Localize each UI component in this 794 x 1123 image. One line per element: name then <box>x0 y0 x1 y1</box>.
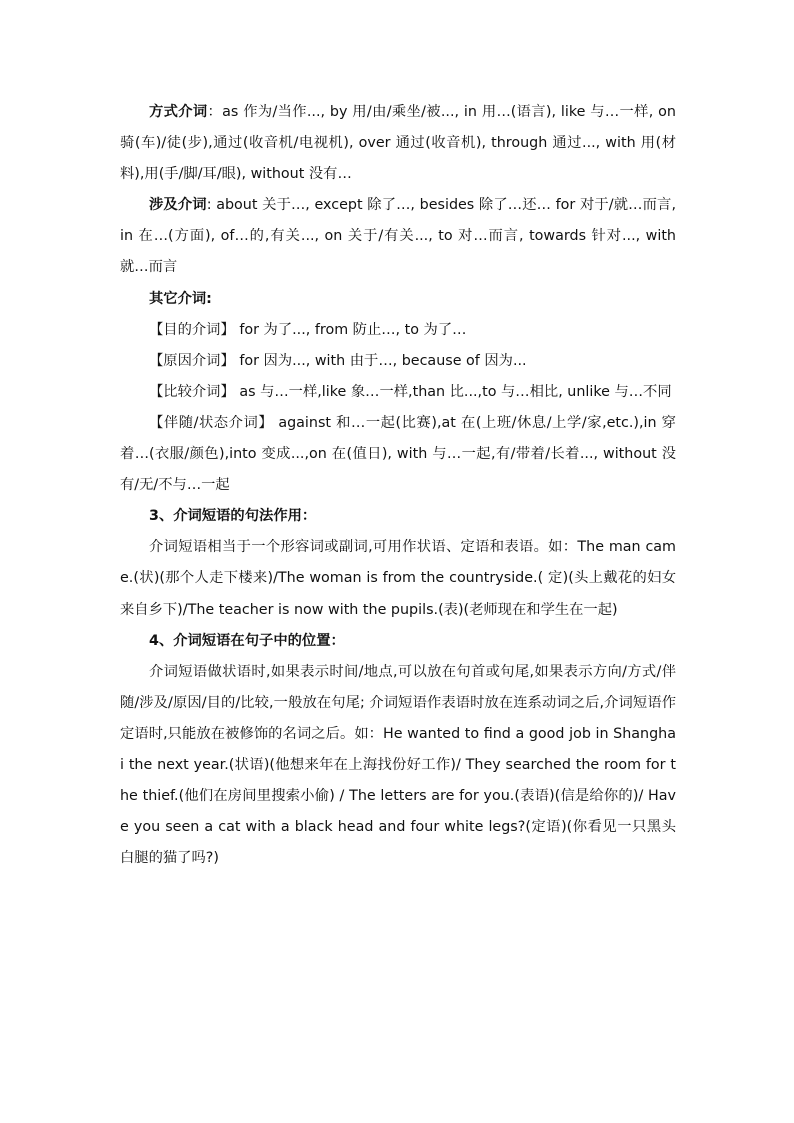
section-4-body: 介词短语做状语时,如果表示时间/地点,可以放在句首或句尾,如果表示方向/方式/伴随/涉及/原因/目的/比较,一般放在句尾; 介词短语作表语时放在连系动词之后,介词短语作定语时,只能放在被修饰的名词之后。如：He wanted to find a good job in Shanghai the next year.(状语)(他想来年在上海找份好工作)/ They searched the room for the thief.(他们在房间里搜索小偷) / The letters are for you.(表语)(信是给你的)/ Have you seen a cat with a black head and four white legs?(定语)(你看见一只黑头白腿的猫了吗?) <box>120 663 676 867</box>
comparison-prepositions-tag: 【比较介词】 <box>149 383 235 400</box>
accompaniment-prepositions-text: against 和…一起(比赛),at 在(上班/休息/上学/家,etc.),in 穿着…(衣服/颜色),into 变成...,on 在(值日), with 与…一起,有/带着/长着..., without 没有/无/不与…一起 <box>120 414 676 494</box>
comparison-prepositions-item <box>120 377 676 408</box>
other-prepositions-heading: 其它介词: <box>149 290 212 307</box>
manner-prepositions-label: 方式介词 <box>149 104 208 120</box>
accompaniment-prepositions-item <box>120 408 676 501</box>
section-3-body: 介词短语相当于一个形容词或副词,可用作状语、定语和表语。如：The man came.(状)(那个人走下楼来)/The woman is from the countryside.( 定)(头上戴花的妇女来自乡下)/The teacher is now with the pupils.(表)(老师现在和学生在一起) <box>120 539 676 618</box>
concern-prepositions-text: : about 关于…, except 除了…, besides 除了…还… for 对于/就…而言, in 在…(方面), of…的,有关..., on 关于/有关..., to 对…而言, towards 针对..., with 就…而言 <box>120 197 677 276</box>
manner-prepositions-text: ：as 作为/当作..., by 用/由/乘坐/被..., in 用…(语言), like 与…一样, on 骑(车)/徒(步),通过(收音机/电视机), over 通过(收音机), through 通过..., with 用(材料),用(手/脚/耳/眼), without 没有… <box>120 104 676 183</box>
comparison-prepositions-text: as 与…一样,like 象…一样,than 比...,to 与…相比, unlike 与…不同 <box>234 383 672 400</box>
accompaniment-prepositions-tag: 【伴随/状态介词】 <box>149 414 274 431</box>
manner-prepositions-paragraph <box>120 97 676 190</box>
section-3-heading: 3、介词短语的句法作用： <box>149 508 317 525</box>
concern-prepositions-paragraph <box>120 190 676 283</box>
cause-prepositions-tag: 【原因介词】 <box>149 352 235 369</box>
cause-prepositions-item <box>120 346 676 377</box>
concern-prepositions-label: 涉及介词 <box>149 197 207 214</box>
document-page <box>120 97 676 874</box>
purpose-prepositions-tag: 【目的介词】 <box>149 321 235 338</box>
section-4-heading: 4、介词短语在句子中的位置： <box>149 632 345 649</box>
purpose-prepositions-text: for 为了..., from 防止…, to 为了… <box>234 321 467 338</box>
cause-prepositions-text: for 因为..., with 由于…, because of 因为... <box>234 352 527 369</box>
purpose-prepositions-item <box>120 315 676 346</box>
